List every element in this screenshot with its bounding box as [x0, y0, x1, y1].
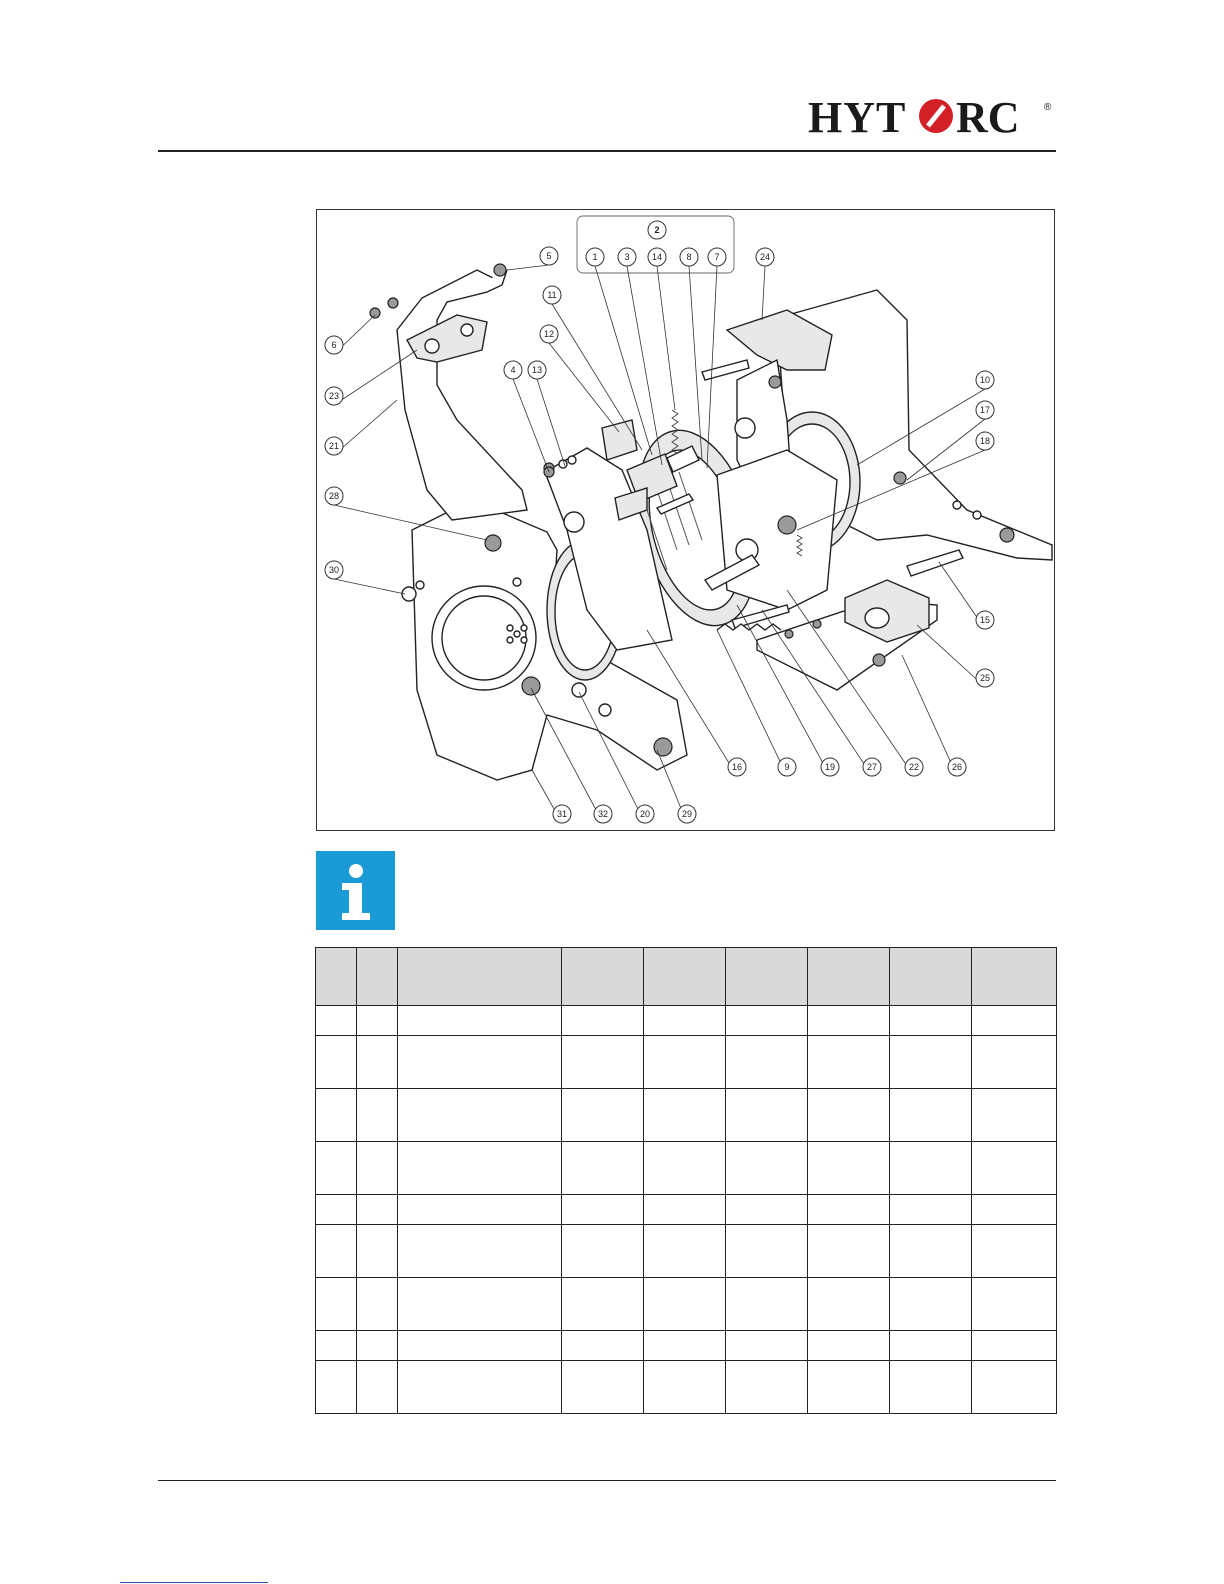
table-cell — [316, 1036, 357, 1089]
table-row — [316, 1361, 1057, 1414]
svg-text:13: 13 — [531, 365, 543, 375]
leader-line-14 — [657, 266, 675, 410]
callout-16 — [728, 758, 746, 776]
table-cell — [972, 1361, 1057, 1414]
table-cell — [316, 1278, 357, 1331]
table-cell — [562, 1278, 644, 1331]
table-cell — [726, 1142, 808, 1195]
table-cell — [972, 1006, 1057, 1036]
callout-17 — [976, 401, 994, 419]
table-cell — [316, 1361, 357, 1414]
table-cell — [357, 1331, 398, 1361]
table-cell — [562, 1361, 644, 1414]
svg-text:18: 18 — [979, 436, 991, 446]
table-cell — [890, 1195, 972, 1225]
table-header-row — [316, 948, 1057, 1006]
leader-line-4 — [513, 379, 549, 472]
header-cell-3 — [398, 948, 562, 1006]
table-cell — [890, 1036, 972, 1089]
table-cell — [398, 1195, 562, 1225]
callout-29 — [678, 805, 696, 823]
leader-line-30 — [334, 579, 405, 594]
svg-text:9: 9 — [784, 762, 790, 772]
svg-text:23: 23 — [328, 391, 340, 401]
table-cell — [972, 1195, 1057, 1225]
table-cell — [726, 1225, 808, 1278]
header-cell-4 — [562, 948, 644, 1006]
table-cell — [357, 1195, 398, 1225]
callout-23 — [325, 387, 343, 405]
callout-25 — [976, 669, 994, 687]
parts-table — [315, 947, 1057, 1414]
callout-22 — [905, 758, 923, 776]
table-cell — [726, 1331, 808, 1361]
table-cell — [316, 1225, 357, 1278]
table-cell — [644, 1036, 726, 1089]
table-cell — [726, 1089, 808, 1142]
table-cell — [357, 1142, 398, 1195]
callout-27 — [863, 758, 881, 776]
svg-text:6: 6 — [331, 340, 337, 350]
svg-text:22: 22 — [908, 762, 920, 772]
svg-text:1: 1 — [592, 252, 598, 262]
callout-12 — [540, 325, 558, 343]
table-row — [316, 1278, 1057, 1331]
header-cell-6 — [726, 948, 808, 1006]
svg-text:16: 16 — [731, 762, 743, 772]
table-cell — [726, 1036, 808, 1089]
leader-line-25 — [917, 625, 985, 687]
svg-text:17: 17 — [979, 405, 991, 415]
svg-text:25: 25 — [979, 673, 991, 683]
leader-line-7 — [707, 266, 717, 468]
table-cell — [357, 1225, 398, 1278]
callout-8 — [680, 248, 698, 266]
callout-18 — [976, 432, 994, 450]
svg-text:24: 24 — [759, 252, 771, 262]
info-icon — [316, 851, 395, 930]
table-cell — [398, 1361, 562, 1414]
header-rule — [158, 150, 1056, 152]
table-cell — [357, 1361, 398, 1414]
callout-28 — [325, 487, 343, 505]
callout-24 — [756, 248, 774, 266]
svg-text:26: 26 — [951, 762, 963, 772]
table-cell — [972, 1142, 1057, 1195]
table-cell — [726, 1361, 808, 1414]
svg-text:20: 20 — [639, 809, 651, 819]
table-cell — [644, 1195, 726, 1225]
table-cell — [972, 1225, 1057, 1278]
svg-text:19: 19 — [824, 762, 836, 772]
svg-text:11: 11 — [547, 290, 557, 300]
svg-text:8: 8 — [686, 252, 692, 262]
table-row — [316, 1142, 1057, 1195]
table-cell — [562, 1331, 644, 1361]
hytorc-logo — [808, 92, 1058, 140]
leader-line-5 — [507, 265, 549, 270]
table-cell — [644, 1142, 726, 1195]
svg-text:21: 21 — [328, 441, 340, 451]
callout-15 — [976, 611, 994, 629]
table-cell — [890, 1006, 972, 1036]
table-cell — [398, 1006, 562, 1036]
leader-line-24 — [762, 266, 765, 320]
header-cell-5 — [644, 948, 726, 1006]
svg-text:5: 5 — [546, 251, 552, 261]
callout-4 — [504, 361, 522, 379]
callout-1 — [586, 248, 604, 266]
table-row — [316, 1089, 1057, 1142]
table-row — [316, 1006, 1057, 1036]
table-cell — [808, 1278, 890, 1331]
svg-text:29: 29 — [681, 809, 693, 819]
svg-text:15: 15 — [979, 615, 991, 625]
table-cell — [644, 1361, 726, 1414]
svg-text:10: 10 — [979, 375, 991, 385]
footer-link-underline — [120, 1582, 268, 1583]
callout-14 — [648, 248, 666, 266]
table-cell — [316, 1195, 357, 1225]
leader-line-8 — [689, 266, 702, 460]
callout-13 — [528, 361, 546, 379]
table-cell — [890, 1278, 972, 1331]
table-cell — [808, 1225, 890, 1278]
callout-32 — [594, 805, 612, 823]
exploded-parts-diagram — [316, 209, 1055, 831]
table-cell — [562, 1225, 644, 1278]
callout-26 — [948, 758, 966, 776]
svg-text:HYT: HYT — [808, 93, 907, 140]
callout-5 — [540, 247, 558, 265]
table-cell — [808, 1089, 890, 1142]
table-cell — [398, 1036, 562, 1089]
header-cell-2 — [357, 948, 398, 1006]
table-cell — [972, 1089, 1057, 1142]
table-cell — [726, 1278, 808, 1331]
svg-text:RC: RC — [956, 93, 1020, 140]
table-row — [316, 1225, 1057, 1278]
table-cell — [357, 1278, 398, 1331]
table-cell — [972, 1331, 1057, 1361]
table-cell — [562, 1006, 644, 1036]
table-cell — [398, 1331, 562, 1361]
svg-text:28: 28 — [328, 491, 340, 501]
table-cell — [316, 1142, 357, 1195]
table-cell — [644, 1089, 726, 1142]
svg-text:27: 27 — [866, 762, 878, 772]
table-cell — [644, 1278, 726, 1331]
svg-text:®: ® — [1044, 102, 1052, 113]
table-cell — [808, 1331, 890, 1361]
table-cell — [316, 1006, 357, 1036]
svg-text:7: 7 — [714, 252, 720, 262]
table-cell — [972, 1036, 1057, 1089]
table-row — [316, 1331, 1057, 1361]
table-row — [316, 1036, 1057, 1089]
table-cell — [972, 1278, 1057, 1331]
header-cell-7 — [808, 948, 890, 1006]
svg-text:2: 2 — [654, 225, 660, 235]
callout-20 — [636, 805, 654, 823]
svg-text:12: 12 — [543, 329, 555, 339]
table-cell — [398, 1142, 562, 1195]
leader-line-26 — [902, 655, 957, 776]
table-cell — [644, 1006, 726, 1036]
table-cell — [562, 1036, 644, 1089]
callout-11 — [543, 286, 561, 304]
callout-19 — [821, 758, 839, 776]
table-cell — [808, 1142, 890, 1195]
table-cell — [644, 1331, 726, 1361]
table-cell — [890, 1225, 972, 1278]
callout-3 — [618, 248, 636, 266]
table-cell — [398, 1089, 562, 1142]
table-cell — [890, 1142, 972, 1195]
svg-text:30: 30 — [328, 565, 340, 575]
header-cell-8 — [890, 948, 972, 1006]
table-cell — [808, 1195, 890, 1225]
table-cell — [316, 1331, 357, 1361]
svg-text:4: 4 — [510, 365, 516, 375]
callout-2 — [648, 221, 666, 239]
callout-9 — [778, 758, 796, 776]
table-cell — [890, 1331, 972, 1361]
table-cell — [562, 1142, 644, 1195]
callout-31 — [553, 805, 571, 823]
table-cell — [808, 1006, 890, 1036]
callout-6 — [325, 336, 343, 354]
callout-30 — [325, 561, 343, 579]
table-cell — [357, 1089, 398, 1142]
callout-10 — [976, 371, 994, 389]
table-cell — [890, 1089, 972, 1142]
table-cell — [398, 1225, 562, 1278]
table-cell — [808, 1361, 890, 1414]
svg-text:14: 14 — [651, 252, 663, 262]
footer-rule — [158, 1480, 1056, 1481]
callout-21 — [325, 437, 343, 455]
table-cell — [562, 1195, 644, 1225]
table-cell — [808, 1036, 890, 1089]
header-cell-1 — [316, 948, 357, 1006]
svg-text:3: 3 — [624, 252, 630, 262]
table-cell — [890, 1361, 972, 1414]
table-cell — [316, 1089, 357, 1142]
table-row — [316, 1195, 1057, 1225]
table-cell — [357, 1006, 398, 1036]
table-cell — [726, 1195, 808, 1225]
table-cell — [357, 1036, 398, 1089]
callout-7 — [708, 248, 726, 266]
svg-text:31: 31 — [556, 809, 568, 819]
table-cell — [644, 1225, 726, 1278]
header-cell-9 — [972, 948, 1057, 1006]
svg-text:32: 32 — [597, 809, 609, 819]
table-cell — [726, 1006, 808, 1036]
table-cell — [562, 1089, 644, 1142]
table-cell — [398, 1278, 562, 1331]
